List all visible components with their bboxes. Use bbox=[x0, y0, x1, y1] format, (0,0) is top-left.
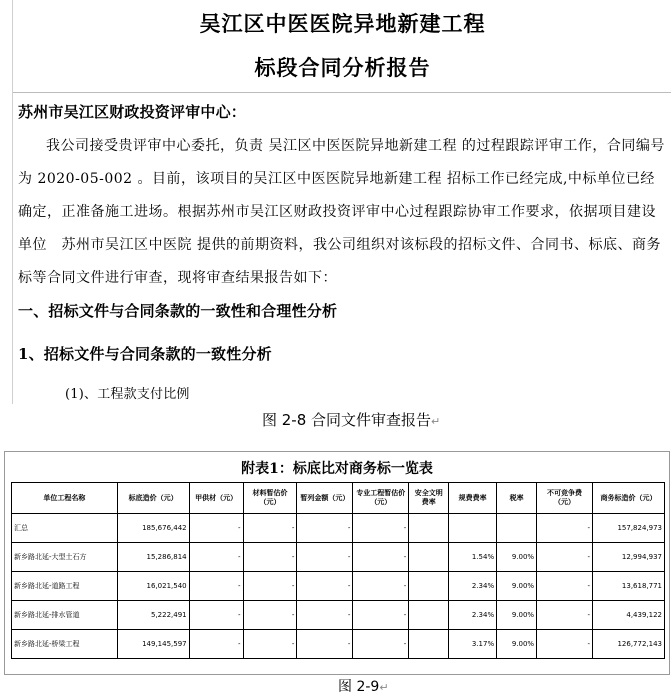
column-header: 安全文明费率 bbox=[409, 483, 449, 514]
value-cell: - bbox=[189, 514, 243, 543]
section-heading-1-1-1: (1)、工程款支付比例 bbox=[65, 387, 190, 402]
row-label-cell: 新乡路北延-大型土石方 bbox=[12, 543, 118, 572]
value-cell bbox=[497, 514, 537, 543]
report-page bbox=[12, 0, 671, 404]
value-cell: - bbox=[243, 601, 297, 630]
column-header: 不可竞争费（元） bbox=[537, 483, 593, 514]
value-cell bbox=[409, 601, 449, 630]
value-cell: 13,618,771 bbox=[592, 572, 664, 601]
value-cell: 12,994,937 bbox=[592, 543, 664, 572]
value-cell: - bbox=[189, 601, 243, 630]
column-header: 单位工程名称 bbox=[12, 483, 118, 514]
value-cell: - bbox=[353, 514, 409, 543]
table-header-row bbox=[12, 483, 665, 514]
value-cell: 1.54% bbox=[449, 543, 497, 572]
value-cell: 9.00% bbox=[497, 630, 537, 659]
value-cell: - bbox=[537, 514, 593, 543]
table-row bbox=[12, 514, 665, 543]
report-title-line1: 吴江区中医医院异地新建工程 bbox=[199, 11, 486, 36]
value-cell: - bbox=[353, 543, 409, 572]
addressee: 苏州市吴江区财政投资评审中心： bbox=[18, 103, 247, 121]
value-cell: - bbox=[243, 514, 297, 543]
return-mark: ↵ bbox=[431, 415, 441, 428]
value-cell: 185,676,442 bbox=[117, 514, 189, 543]
comparison-table-panel bbox=[4, 451, 670, 675]
value-cell: 9.00% bbox=[497, 572, 537, 601]
value-cell: 157,824,973 bbox=[592, 514, 664, 543]
value-cell: - bbox=[297, 543, 353, 572]
value-cell: - bbox=[353, 601, 409, 630]
row-label-cell: 新乡路北延-桥梁工程 bbox=[12, 630, 118, 659]
value-cell: - bbox=[297, 630, 353, 659]
body-paragraph: 我公司接受贵评审中心委托，负责 吴江区中医医院异地新建工程 的过程跟踪评审工作，合同编号为 2020-05-002 。目前，该项目的吴江区中医医院异地新建工程 招标工作已经完成,中标单位已经确定，正准备施工进场。根据苏州市吴江区财政投资评审中心过程跟踪协审工作要求，依据项目建设单位 苏州市吴江区中医院 提供的前期资料，我公司组织对该标段的招标文件、合同书、标底、商务标等合同文件进行审查，现将审查结果报告如下： bbox=[18, 138, 665, 286]
row-label-cell: 汇总 bbox=[12, 514, 118, 543]
value-cell: - bbox=[243, 630, 297, 659]
caption-text: 图 2-9 bbox=[338, 679, 380, 695]
value-cell: 2.34% bbox=[449, 601, 497, 630]
comparison-table bbox=[11, 482, 665, 659]
column-header: 暂列金额（元） bbox=[297, 483, 353, 514]
section-heading-1-1: 1、招标文件与合同条款的一致性分析 bbox=[18, 345, 272, 363]
table-row bbox=[12, 543, 665, 572]
value-cell bbox=[409, 543, 449, 572]
caption-text: 图 2-8 合同文件审查报告 bbox=[262, 411, 432, 429]
table-row bbox=[12, 601, 665, 630]
value-cell: - bbox=[353, 630, 409, 659]
value-cell: - bbox=[297, 514, 353, 543]
row-label-cell: 新乡路北延-道路工程 bbox=[12, 572, 118, 601]
value-cell: - bbox=[243, 543, 297, 572]
value-cell: - bbox=[189, 630, 243, 659]
value-cell: - bbox=[537, 572, 593, 601]
column-header: 专业工程暂估价（元） bbox=[353, 483, 409, 514]
figure-caption-2-8 bbox=[262, 409, 440, 430]
value-cell: - bbox=[353, 572, 409, 601]
value-cell bbox=[409, 572, 449, 601]
value-cell: - bbox=[189, 543, 243, 572]
column-header: 甲供材（元） bbox=[189, 483, 243, 514]
table-title: 附表1：标底比对商务标一览表 bbox=[241, 461, 433, 477]
row-label-cell: 新乡路北延-排水管道 bbox=[12, 601, 118, 630]
value-cell: - bbox=[297, 572, 353, 601]
value-cell: 9.00% bbox=[497, 543, 537, 572]
value-cell: - bbox=[537, 543, 593, 572]
value-cell: 3.17% bbox=[449, 630, 497, 659]
value-cell: - bbox=[297, 601, 353, 630]
section-heading-1: 一、招标文件与合同条款的一致性和合理性分析 bbox=[18, 302, 338, 320]
value-cell bbox=[409, 514, 449, 543]
column-header: 商务标造价（元） bbox=[592, 483, 664, 514]
column-header: 税率 bbox=[497, 483, 537, 514]
value-cell: 16,021,540 bbox=[117, 572, 189, 601]
value-cell: 15,286,814 bbox=[117, 543, 189, 572]
value-cell bbox=[409, 630, 449, 659]
column-header: 规费费率 bbox=[449, 483, 497, 514]
table-row bbox=[12, 572, 665, 601]
figure-caption-2-9 bbox=[338, 676, 389, 696]
value-cell: 4,439,122 bbox=[592, 601, 664, 630]
report-title-line2: 标段合同分析报告 bbox=[254, 55, 431, 80]
value-cell: 5,222,491 bbox=[117, 601, 189, 630]
value-cell: 126,772,143 bbox=[592, 630, 664, 659]
value-cell: 2.34% bbox=[449, 572, 497, 601]
value-cell bbox=[449, 514, 497, 543]
title-divider bbox=[13, 92, 671, 93]
column-header: 材料暂估价（元） bbox=[243, 483, 297, 514]
value-cell: 149,145,597 bbox=[117, 630, 189, 659]
column-header: 标底造价（元） bbox=[117, 483, 189, 514]
value-cell: - bbox=[537, 630, 593, 659]
return-mark: ↵ bbox=[379, 681, 389, 694]
value-cell: - bbox=[537, 601, 593, 630]
value-cell: - bbox=[243, 572, 297, 601]
value-cell: 9.00% bbox=[497, 601, 537, 630]
value-cell: - bbox=[189, 572, 243, 601]
table-row bbox=[12, 630, 665, 659]
